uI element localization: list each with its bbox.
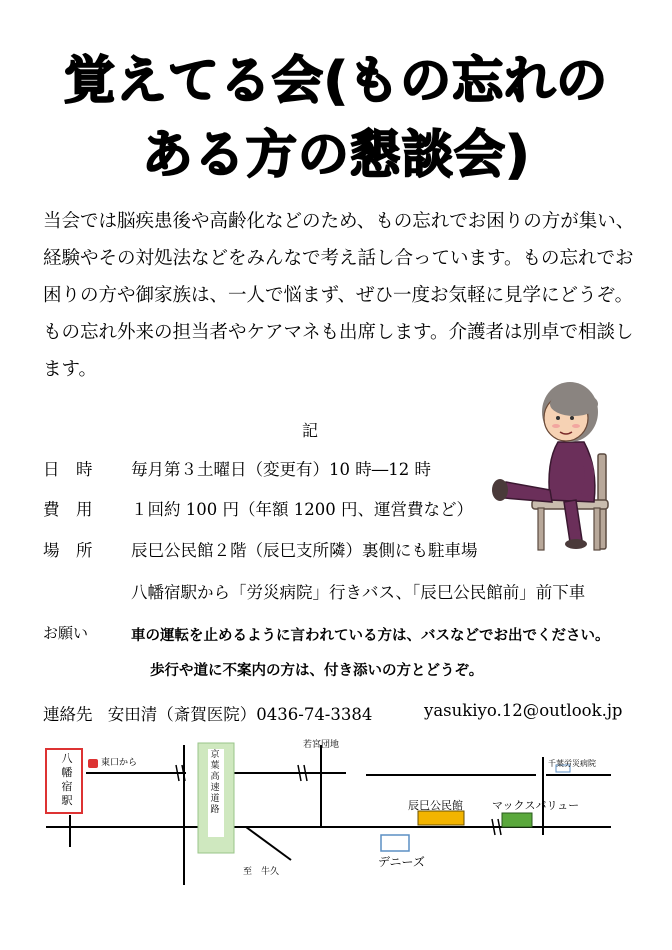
intro-paragraph: 当会では脳疾患後や高齢化などのため、もの忘れでお困りの方が集い、経験やその対処法などをみんなで考え話し合っています。もの忘れでお困りの方や御家族は、一人で悩まず、ぜひ一度お気軽に見学にどうぞ。もの忘れ外来の担当者やケアマネも出席します。介護者は別卓で相談します。 <box>43 211 635 380</box>
map-ushiku-label: 至 牛久 <box>243 867 280 877</box>
contact-row <box>43 701 372 725</box>
place-label: 場 所 <box>43 541 93 560</box>
fee-label: 費 用 <box>43 500 93 519</box>
map-east-exit-label: 東口から <box>101 758 138 768</box>
kominkan-marker <box>418 811 464 825</box>
page-title-line2: ある方の懇談会) <box>141 126 531 185</box>
bus-icon <box>88 759 98 768</box>
map-wakamiya-label: 若宮団地 <box>303 740 340 750</box>
date-row <box>43 456 431 480</box>
map-maxvalu-label: マックスバリュー <box>492 799 580 812</box>
request-line2: 歩行や道に不案内の方は、付き添いの方とどうぞ。 <box>150 663 484 679</box>
map-station-label: 八幡宿駅 <box>61 752 73 807</box>
date-value: 毎月第３土曜日（変更有）10 時―12 時 <box>131 460 431 479</box>
map-kominkan-label: 辰巳公民館 <box>408 799 463 812</box>
map-rosai-label: 千葉労災病院 <box>548 759 596 768</box>
ki-heading: 記 <box>302 421 319 440</box>
place-value: 辰巳公民館２階（辰巳支所隣）裏側にも駐車場 <box>131 541 478 560</box>
contact-name: 安田清（斎賀医院）0436-74-3384 <box>107 705 373 724</box>
date-label: 日 時 <box>43 460 93 479</box>
request-line1: 車の運転を止めるように言われている方は、バスなどでお出でください。 <box>131 628 610 644</box>
map-dennys-label: デニーズ <box>378 855 425 869</box>
map-expressway-label: 京葉高速道路 <box>210 750 220 815</box>
contact-label: 連絡先 <box>43 705 93 724</box>
elderly-woman-illustration <box>486 372 636 557</box>
page-title: 覚えてる会(もの忘れの <box>63 52 609 111</box>
access-text: 八幡宿駅から「労災病院」行きバス、「辰巳公民館前」前下車 <box>131 583 586 602</box>
dennys-marker <box>381 835 409 851</box>
maxvalu-marker <box>502 813 532 827</box>
fee-row <box>43 496 473 520</box>
request-label: お願い <box>43 624 89 642</box>
fee-value: １回約 100 円（年額 1200 円、運営費など） <box>131 500 473 519</box>
contact-email[interactable]: yasukiyo.12@outlook.jp <box>424 701 623 720</box>
place-row <box>43 537 478 561</box>
